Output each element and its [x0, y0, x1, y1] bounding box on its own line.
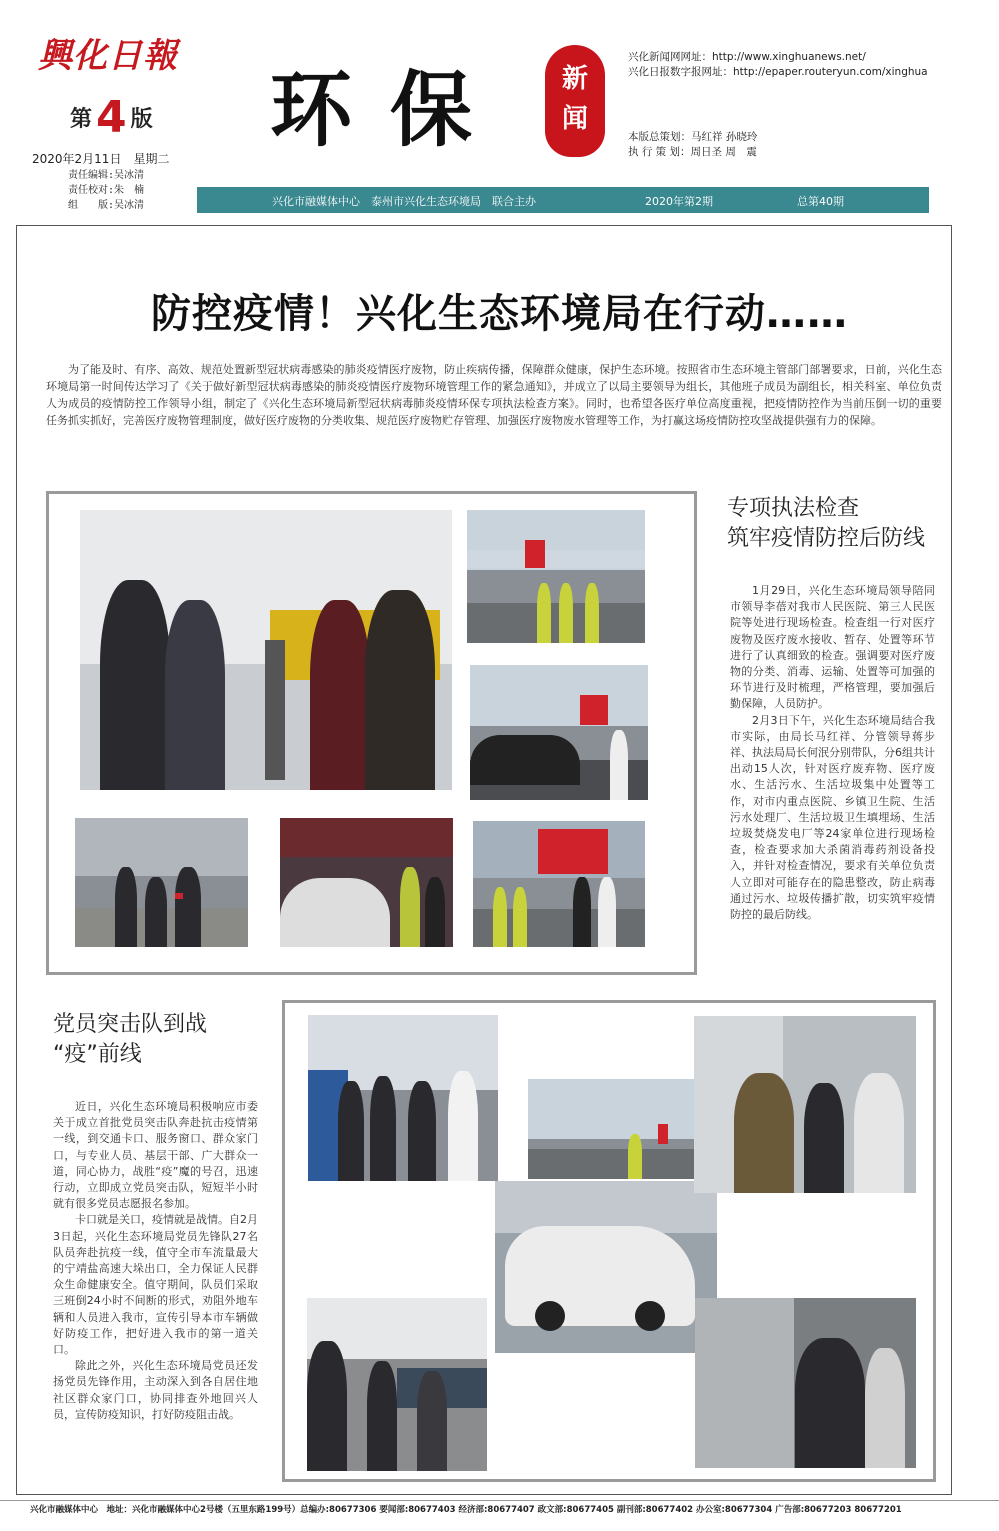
photo-equipment-check — [695, 1298, 916, 1468]
section2-paragraph: 近日，兴化生态环境局积极响应市委关于成立首批党员突击队奔赴抗击疫情第一线，到交通卡口、服务窗口、群众家门口，与专业人员、基层干部、广大群众一道，同心协力，战胜“疫”魔的号召，迅速行动，立即成立党员突击队，短短半小时就有很多党员志愿报名参加。 — [53, 1100, 258, 1211]
photo-car-inspection — [495, 1181, 717, 1353]
photo-control-room — [694, 1016, 916, 1193]
section1-title-line: 筑牢疫情防控后防线 — [727, 526, 926, 551]
photo-gate-team — [308, 1015, 498, 1181]
photo-medical-waste-room — [80, 510, 452, 790]
newspaper-logo: 興化日報 — [38, 36, 178, 76]
url-line[interactable]: 兴化日报数字报网址：http://epaper.routeryun.com/xinghua — [628, 66, 928, 78]
issue-date: 2020年2月11日 星期二 — [32, 152, 170, 166]
editor-line: 责任编辑:吴冰清 — [68, 170, 145, 181]
edition-prefix: 第 — [70, 107, 93, 132]
editor-line: 责任校对:朱 楠 — [68, 185, 145, 196]
edition-label — [70, 92, 153, 143]
photo-roadside — [75, 818, 248, 947]
section-title: 环保 — [270, 63, 511, 158]
section1-paragraph: 2月3日下午，兴化生态环境局结合我市实际，由局长马红祥、分管领导蒋步祥、执法局局长何泯分别带队，分6组共计出动15人次，针对医疗废弃物、医疗废水、生活污水、生活垃圾集中处置等工作，对市内重点医院、乡镇卫生院、生活污水处理厂、生活垃圾卫生填埋场、生活垃圾焚烧发电厂等24家单位进行现场检查，检查要求加大杀菌消毒药剂设备投入，并针对检查情况，要求有关单位负责人立即对可能存在的隐患整改，防止病毒通过污水、垃圾传播扩散，切实筑牢疫情防控的最后防线。 — [730, 713, 935, 922]
planner-line: 本版总策划：马红祥 孙晓玲 — [628, 131, 758, 143]
section2-title — [53, 1010, 207, 1070]
website-urls — [628, 50, 928, 80]
editor-line: 组 版:吴冰清 — [68, 200, 145, 211]
photo-group-inspection — [46, 491, 697, 975]
article-intro: 为了能及时、有序、高效、规范处置新型冠状病毒感染的肺炎疫情医疗废物，防止疾病传播，保障群众健康，保护生态环境。按照省市生态环境主管部门部署要求，日前，兴化生态环境局第一时间传达学习了《关于做好新型冠状病毒感染的肺炎疫情医疗废物环境管理工作的紧急通知》，并成立了以局主要领导为组长，其他班子成员为副组长，相关科室、单位负责人为成员的疫情防控工作领导小组，制定了《兴化生态环境局新型冠状病毒肺炎疫情环保专项执法检查方案》。同时，也希望各医疗单位高度重视，把疫情防控作为当前压倒一切的重要任务抓实抓好，完善医疗废物管理制度，做好医疗废物的分类收集、规范医疗废物贮存管理、加强医疗废物废水管理等工作，为打赢这场疫情防控攻坚战提供强有力的保障。 — [46, 363, 942, 427]
banner-hosts: 兴化市融媒体中心 泰州市兴化生态环境局 联合主办 — [272, 195, 536, 208]
section2-paragraph: 除此之外，兴化生态环境局党员还发扬党员先锋作用，主动深入到各自居住地社区群众家门口，协同排查外地回兴人员，宣传防疫知识，打好防疫阻击战。 — [53, 1359, 258, 1421]
planner-line: 执 行 策 划：周日圣 周 震 — [628, 146, 757, 158]
seal-char: 新 — [561, 64, 588, 94]
section2-body — [53, 1099, 258, 1423]
section1-paragraph: 1月29日，兴化生态环境局领导陪同市领导李蓓对我市人民医院、第三人民医院等处进行现场检查。检查组一行对医疗废物及医疗废水接收、暂存、处置等环节进行了认真细致的检查。强调要对医疗废物的分类、消毒、运输、处置等可加强的环节进行及时梳理，严格管理，要加强后勤保障，人员防护。 — [730, 584, 935, 711]
photo-highway-post — [528, 1079, 696, 1179]
banner-issue: 2020年第2期 — [645, 195, 713, 208]
url-line[interactable]: 兴化新闻网网址：http://www.xinghuanews.net/ — [628, 51, 866, 63]
photo-night-checkpoint — [280, 818, 453, 947]
seal-char: 闻 — [561, 104, 588, 134]
photo-group-volunteers — [282, 1000, 936, 1482]
planner-credits — [628, 130, 757, 160]
section2-title-line: 党员突击队到战 — [53, 1012, 208, 1037]
banner-total: 总第40期 — [797, 195, 844, 208]
photo-checkpoint-2 — [470, 665, 648, 800]
section1-title — [727, 494, 925, 554]
edition-number: 4 — [96, 92, 127, 143]
footer-contacts: 兴化市融媒体中心 地址：兴化市融媒体中心2号楼（五里东路199号）总编办:80677306 要闻部:80677403 经济部:80677407 政文部:80677405 副刊部:80677402 办公室:80677304 广告部:80677203 80677201 — [0, 1500, 999, 1518]
editor-credits — [68, 168, 144, 213]
photo-checkpoint-1 — [467, 510, 645, 643]
sponsor-banner — [197, 187, 929, 213]
section1-title-line: 专项执法检查 — [727, 496, 860, 521]
news-seal — [545, 45, 605, 157]
section2-title-line: “疫”前线 — [53, 1042, 142, 1067]
edition-suffix: 版 — [130, 107, 153, 132]
article-headline: 防控疫情！兴化生态环境局在行动…… — [151, 291, 848, 337]
photo-monitoring-room — [307, 1298, 487, 1471]
photo-party-flag — [473, 821, 645, 947]
section1-body — [730, 583, 935, 923]
section2-paragraph: 卡口就是关口，疫情就是战情。自2月3日起，兴化生态环境局党员先锋队27名队员奔赴抗疫一线，值守全市车流量最大的宁靖盐高速大垛出口，全力保证人民群众生命健康安全。值守期间，队员们采取三班倒24小时不间断的形式，劝阻外地车辆和人员进入我市，宣传引导本市车辆做好防疫工作，把好进入我市的第一道关口。 — [53, 1213, 258, 1357]
